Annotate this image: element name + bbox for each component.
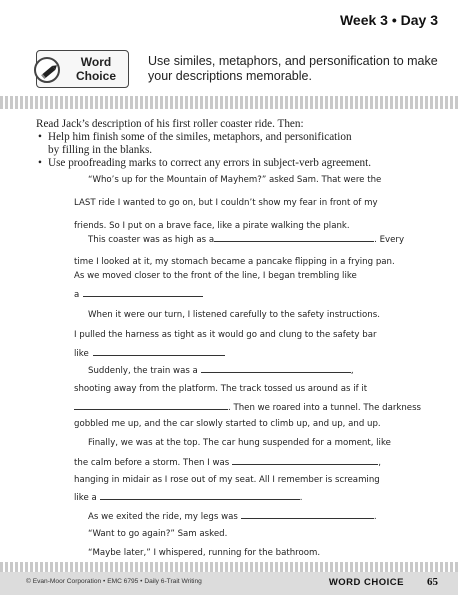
story-text: shooting away from the platform. The track tossed us around as if it [74,384,368,394]
story-line [74,491,302,503]
answer-blank[interactable] [232,456,378,465]
answer-blank[interactable] [100,491,300,500]
story-text: . Then we roared into a tunnel. The darkness [228,403,422,413]
page-header-title: Week 3 • Day 3 [339,12,438,28]
badge-label [65,55,127,83]
divider-stripe-bottom [0,562,458,572]
intro-bullet [36,131,436,157]
story-line [74,329,377,341]
pencil-icon [39,60,61,82]
intro-lead: Read Jack’s description of his first roller coaster ride. Then: [36,118,304,130]
footer-copyright: © Evan-Moor Corporation • EMC 6795 • Daily 6-Trait Writing [26,578,202,585]
story-line [74,256,395,268]
intro-bullet-line: • Help him finish some of the similes, metaphors, and personification [48,131,352,143]
answer-blank[interactable] [241,510,374,519]
story-text: hanging in midair as I rose out of my seat. All I remember is screaming [74,475,380,485]
footer-section-label: WORD CHOICE [328,577,404,588]
story-text: , [350,366,354,376]
story-text: . Every [374,235,405,245]
story-line [74,347,225,359]
story-text: Finally, we was at the top. The car hung suspended for a moment, like [88,438,391,448]
story-text: “Want to go again?” Sam asked. [88,529,228,539]
story-text: When it were our turn, I listened carefully to the safety instructions. [88,310,380,320]
story-text: a [74,290,80,300]
story-line [74,401,421,413]
story-line [74,220,350,232]
story-line [88,174,381,186]
answer-blank[interactable] [83,288,203,297]
story-line [74,197,378,209]
word-choice-badge [36,50,129,88]
story-line [88,437,391,449]
story-text: gobbled me up, and the car slowly started to climb up, and up, and up. [74,419,381,429]
story-line [74,383,367,395]
page-number: 65 [427,576,438,588]
story-line [74,474,380,486]
intro-bullet: • Use proofreading marks to correct any errors in subject-verb agreement. [36,157,436,170]
intro-bullet-line: by filling in the blanks. [48,144,153,156]
divider-stripe-top [0,96,458,109]
story-line [88,547,320,559]
answer-blank[interactable] [214,233,374,242]
story-text: time I looked at it, my stomach became a pancake flipping in a frying pan. [74,257,395,267]
story-line [74,270,357,282]
story-text: like [74,349,89,359]
answer-blank[interactable] [74,401,228,410]
intro-bullet-list [36,131,436,170]
answer-blank[interactable] [93,347,225,356]
story-text: . [373,512,377,522]
story-text: . [299,493,303,503]
story-line [88,528,227,540]
story-text: As we moved closer to the front of the line, I began trembling like [74,271,357,281]
story-text: I pulled the harness as tight as it would go and clung to the safety bar [74,330,377,340]
story-line [88,364,354,376]
story-text: “Who’s up for the Mountain of Mayhem?” asked Sam. That were the [88,175,382,185]
page-footer [0,572,458,595]
story-text: Suddenly, the train was a [88,366,198,376]
story-text: This coaster was as high as a [88,235,215,245]
badge-line-choice: Choice [75,69,116,83]
instruction-text: Use similes, metaphors, and personification to make your descriptions memorable. [148,54,438,83]
story-line [74,288,203,300]
story-line [74,456,381,468]
story-line [88,309,380,321]
story-line [88,510,377,522]
intro-directions [36,118,436,170]
story-text: , [378,458,381,468]
story-text: As we exited the ride, my legs was [88,512,238,522]
story-text: the calm before a storm. Then I was [74,458,230,468]
story-text: friends. So I put on a brave face, like a pirate walking the plank. [74,221,350,231]
story-text: LAST ride I wanted to go on, but I couldn’t show my fear in front of my [74,198,378,208]
story-text: “Maybe later,” I whispered, running for the bathroom. [88,548,321,558]
story-line [74,418,381,430]
badge-line-word: Word [80,55,112,69]
story-line [88,233,404,245]
answer-blank[interactable] [201,364,351,373]
story-text: like a [74,493,97,503]
